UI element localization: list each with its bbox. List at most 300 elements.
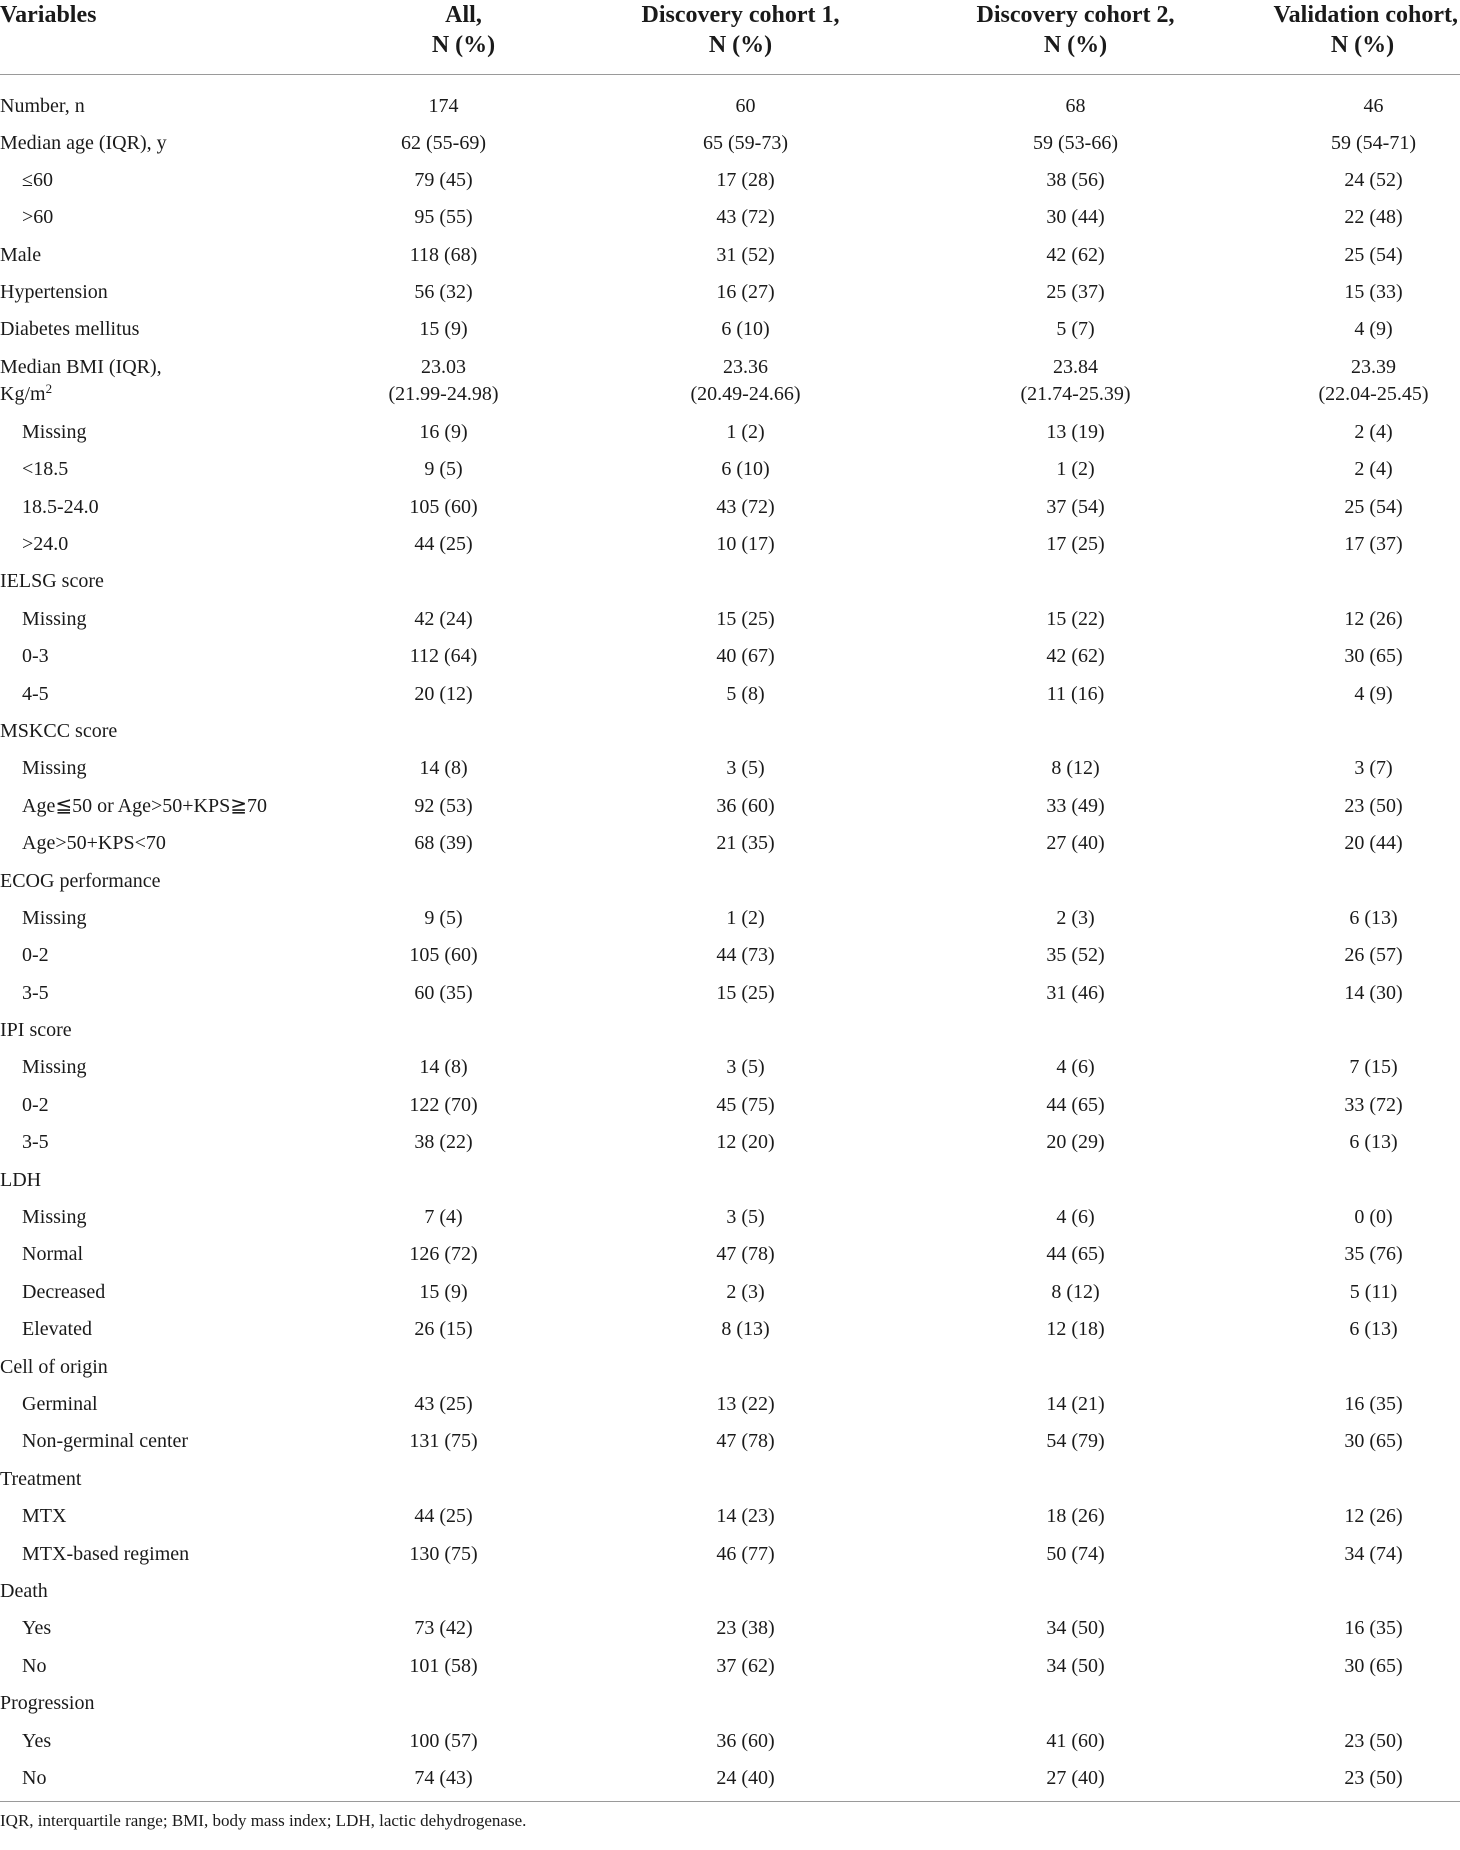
row-label-text: Yes <box>22 1617 52 1640</box>
row-label-text-line2: Kg/m <box>0 382 46 405</box>
cell-value <box>1207 1012 1460 1049</box>
cell-value-text: 24 (52) <box>1344 168 1403 191</box>
table-row <box>0 563 1460 600</box>
cell-value <box>300 451 557 488</box>
table-row <box>0 713 1460 750</box>
cell-value-text: 4 (6) <box>1056 1056 1095 1079</box>
cell-value-text: 38 (22) <box>414 1131 473 1154</box>
cell-value-text: 8 (12) <box>1051 1280 1100 1303</box>
cell-value-text: 174 <box>428 95 459 117</box>
cell-value <box>557 1685 874 1722</box>
cell-value <box>874 1236 1207 1273</box>
cell-value <box>557 676 874 713</box>
cell-value <box>300 676 557 713</box>
cell-value <box>557 863 874 900</box>
cell-value <box>557 75 874 125</box>
cell-value-text: 105 (60) <box>409 944 478 967</box>
table-row <box>0 1461 1460 1498</box>
cell-value <box>874 563 1207 600</box>
cell-value <box>1207 274 1460 311</box>
cell-value <box>874 1536 1207 1573</box>
cell-value <box>300 975 557 1012</box>
table-row <box>0 1236 1460 1273</box>
cell-value <box>557 125 874 162</box>
row-label <box>0 237 300 274</box>
row-label <box>0 601 300 638</box>
cell-value-text: 10 (17) <box>716 533 775 556</box>
cell-value <box>300 274 557 311</box>
table-row <box>0 1124 1460 1161</box>
cell-value <box>557 311 874 348</box>
cell-value <box>300 199 557 236</box>
cell-value-text: 21 (35) <box>716 832 775 855</box>
cell-value-text: 4 (9) <box>1354 682 1393 705</box>
cell-value-text: 23 (50) <box>1344 1766 1403 1789</box>
cell-value <box>874 1498 1207 1535</box>
cell-value-text: 101 (58) <box>409 1654 478 1677</box>
cell-value-text: 15 (22) <box>1046 607 1105 630</box>
row-label-text: Age>50+KPS<70 <box>22 832 166 855</box>
cell-value-text: 44 (73) <box>716 944 775 967</box>
cell-value <box>300 601 557 638</box>
cell-value <box>300 638 557 675</box>
row-label <box>0 1049 300 1086</box>
cell-value-text: 92 (53) <box>414 794 473 817</box>
cell-value <box>874 900 1207 937</box>
cell-value-text: 44 (25) <box>414 1505 473 1528</box>
cell-value-text: 8 (13) <box>721 1318 770 1341</box>
cell-value <box>1207 1349 1460 1386</box>
cell-value <box>874 1162 1207 1199</box>
table-row <box>0 825 1460 862</box>
cell-value-text: 46 <box>1363 95 1384 117</box>
cell-value-text: 37 (54) <box>1046 495 1105 518</box>
row-label <box>0 750 300 787</box>
row-label <box>0 1274 300 1311</box>
cell-value <box>874 451 1207 488</box>
cell-value <box>1207 1573 1460 1610</box>
cell-value <box>874 199 1207 236</box>
row-label <box>0 1311 300 1348</box>
cell-value-text: 30 (65) <box>1344 1654 1403 1677</box>
cell-value-text: 36 (60) <box>716 794 775 817</box>
cell-value-text: 17 (25) <box>1046 533 1105 556</box>
cell-value-text: 31 (52) <box>716 243 775 266</box>
row-label-text: Non-germinal center <box>22 1430 189 1453</box>
cell-value <box>300 414 557 451</box>
table-row <box>0 311 1460 348</box>
row-label <box>0 311 300 348</box>
cell-value-text: 14 (8) <box>419 1056 468 1079</box>
cell-value-text: 23 (50) <box>1344 1729 1403 1752</box>
cell-value <box>300 1274 557 1311</box>
cell-value <box>300 1610 557 1647</box>
cell-value <box>557 1012 874 1049</box>
table-row <box>0 451 1460 488</box>
cell-value <box>874 863 1207 900</box>
row-label <box>0 825 300 862</box>
row-label <box>0 451 300 488</box>
table-row <box>0 1573 1460 1610</box>
cell-value-text: 126 (72) <box>409 1243 478 1266</box>
row-label <box>0 1760 300 1802</box>
cell-value-text: 31 (46) <box>1046 981 1105 1004</box>
cell-value <box>300 162 557 199</box>
cell-value-text: 122 (70) <box>409 1093 478 1116</box>
row-label-text: No <box>22 1654 47 1677</box>
cell-value <box>300 1685 557 1722</box>
cell-value <box>300 863 557 900</box>
cell-value <box>1207 1049 1460 1086</box>
cell-value <box>557 788 874 825</box>
cell-value-text: 15 (9) <box>419 1280 468 1303</box>
cell-value-text: 118 (68) <box>409 243 478 266</box>
header-discovery-2-line1: Discovery cohort 2, <box>976 2 1175 28</box>
cell-value-text: 3 (5) <box>726 757 765 780</box>
cell-value <box>557 1236 874 1273</box>
row-label-text: MTX <box>22 1505 67 1528</box>
cell-value-text-line2: (21.99-24.98) <box>388 382 499 405</box>
table-footnote: IQR, interquartile range; BMI, body mass index; LDH, lactic dehydrogenase. <box>0 1811 527 1831</box>
cell-value <box>1207 638 1460 675</box>
cell-value <box>1207 1723 1460 1760</box>
row-label <box>0 1573 300 1610</box>
row-label-text: Missing <box>22 1206 87 1229</box>
cell-value-text: 62 (55-69) <box>401 131 486 154</box>
row-label <box>0 274 300 311</box>
cell-value <box>874 788 1207 825</box>
cell-value-text: 59 (53-66) <box>1033 131 1118 154</box>
row-label-text: Cell of origin <box>0 1355 108 1378</box>
cell-value <box>874 601 1207 638</box>
row-label-text: Missing <box>22 420 87 443</box>
row-label-text: Male <box>0 243 42 266</box>
header-validation <box>1207 0 1460 75</box>
table-row <box>0 1423 1460 1460</box>
cell-value-text: 17 (28) <box>716 168 775 191</box>
row-label-text: Missing <box>22 757 87 780</box>
cell-value <box>874 237 1207 274</box>
cell-value <box>557 713 874 750</box>
cell-value-text: 9 (5) <box>424 458 463 481</box>
cell-value-text: 27 (40) <box>1046 1766 1105 1789</box>
row-label-text: Missing <box>22 1056 87 1079</box>
table-row <box>0 1199 1460 1236</box>
cell-value <box>557 237 874 274</box>
cell-value-text: 35 (76) <box>1344 1243 1403 1266</box>
cell-value-text: 26 (15) <box>414 1318 473 1341</box>
cell-value-text-line2: (21.74-25.39) <box>1020 382 1131 405</box>
cell-value-text: 95 (55) <box>414 206 473 229</box>
cell-value-text: 131 (75) <box>409 1430 478 1453</box>
row-label <box>0 199 300 236</box>
cell-value <box>1207 75 1460 125</box>
cell-value <box>874 162 1207 199</box>
cell-value-text: 41 (60) <box>1046 1729 1105 1752</box>
cell-value-text: 130 (75) <box>409 1542 478 1565</box>
cell-value <box>1207 1498 1460 1535</box>
row-label-text: No <box>22 1766 47 1789</box>
cell-value-text: 54 (79) <box>1046 1430 1105 1453</box>
cell-value-text: 9 (5) <box>424 906 463 929</box>
row-label <box>0 1012 300 1049</box>
header-validation-line1: Validation cohort, <box>1273 2 1458 28</box>
row-label <box>0 75 300 125</box>
table-row <box>0 1049 1460 1086</box>
table-row <box>0 1087 1460 1124</box>
cell-value-text: 33 (72) <box>1344 1093 1403 1116</box>
table-row <box>0 1498 1460 1535</box>
cell-value-text: 5 (7) <box>1056 318 1095 341</box>
cell-value-text: 17 (37) <box>1344 533 1403 556</box>
cell-value-text: 16 (27) <box>716 281 775 304</box>
cell-value <box>300 1349 557 1386</box>
cell-value <box>300 1236 557 1273</box>
cell-value <box>874 1760 1207 1802</box>
row-label-text: MTX-based regimen <box>22 1542 190 1565</box>
row-label-text: 3-5 <box>22 981 49 1004</box>
row-label-text: Normal <box>22 1243 84 1266</box>
row-label <box>0 414 300 451</box>
row-label <box>0 1685 300 1722</box>
cell-value <box>557 489 874 526</box>
table-row <box>0 750 1460 787</box>
cell-value-text: 3 (5) <box>726 1206 765 1229</box>
cell-value-text: 47 (78) <box>716 1243 775 1266</box>
row-label <box>0 563 300 600</box>
table-row <box>0 125 1460 162</box>
row-label-text: Decreased <box>22 1280 106 1303</box>
cell-value-text: 14 (30) <box>1344 981 1403 1004</box>
table-row <box>0 937 1460 974</box>
row-label-text: 0-2 <box>22 1093 49 1116</box>
cell-value <box>1207 900 1460 937</box>
cell-value-text: 23.36 <box>723 355 768 378</box>
cell-value <box>557 1311 874 1348</box>
header-all-line2: N (%) <box>431 32 496 58</box>
cell-value <box>1207 975 1460 1012</box>
cell-value-text: 34 (50) <box>1046 1654 1105 1677</box>
cell-value <box>300 1049 557 1086</box>
cell-value <box>874 1461 1207 1498</box>
row-label <box>0 489 300 526</box>
row-label-text: IELSG score <box>0 570 104 593</box>
table-row <box>0 1349 1460 1386</box>
cell-value-text: 56 (32) <box>414 281 473 304</box>
row-label-text: >24.0 <box>22 533 69 556</box>
cell-value-text: 13 (22) <box>716 1393 775 1415</box>
cell-value <box>300 1760 557 1802</box>
cell-value-text: 65 (59-73) <box>703 131 788 154</box>
cell-value <box>300 563 557 600</box>
header-discovery-1-line1: Discovery cohort 1, <box>641 2 840 28</box>
cell-value <box>300 1311 557 1348</box>
cell-value-text: 79 (45) <box>414 168 473 191</box>
cell-value-text: 74 (43) <box>414 1766 473 1789</box>
header-discovery-1-line2: N (%) <box>708 32 773 58</box>
cell-value-text: 60 <box>735 95 756 117</box>
table-row <box>0 1162 1460 1199</box>
cell-value <box>874 1349 1207 1386</box>
table-row <box>0 1274 1460 1311</box>
cell-value <box>1207 1162 1460 1199</box>
table-row <box>0 1610 1460 1647</box>
row-label <box>0 162 300 199</box>
table-row <box>0 274 1460 311</box>
cell-value <box>557 1573 874 1610</box>
cell-value-text: 44 (25) <box>414 533 473 556</box>
table-row <box>0 1648 1460 1685</box>
cell-value <box>300 1536 557 1573</box>
cell-value <box>1207 713 1460 750</box>
cell-value-text: 25 (37) <box>1046 281 1105 304</box>
cell-value <box>1207 750 1460 787</box>
row-label-text: 4-5 <box>22 682 49 705</box>
cell-value <box>557 349 874 414</box>
table-row <box>0 349 1460 414</box>
table-row <box>0 1685 1460 1722</box>
row-label <box>0 1723 300 1760</box>
cell-value <box>557 1610 874 1647</box>
cell-value <box>874 414 1207 451</box>
row-label <box>0 526 300 563</box>
cell-value <box>557 1461 874 1498</box>
row-label <box>0 937 300 974</box>
cell-value <box>874 825 1207 862</box>
cell-value-text: 68 <box>1065 95 1086 117</box>
cell-value <box>300 526 557 563</box>
cell-value <box>557 274 874 311</box>
table-row <box>0 75 1460 125</box>
cell-value <box>874 1723 1207 1760</box>
cell-value-text: 2 (3) <box>726 1280 765 1303</box>
row-label <box>0 1498 300 1535</box>
row-label <box>0 1124 300 1161</box>
cell-value <box>557 1723 874 1760</box>
cell-value-text: 73 (42) <box>414 1617 473 1640</box>
row-label-text: 3-5 <box>22 1131 49 1154</box>
cell-value-text: 6 (13) <box>1349 1318 1398 1341</box>
cell-value-text: 30 (65) <box>1344 1430 1403 1453</box>
cell-value-text: 50 (74) <box>1046 1542 1105 1565</box>
cell-value <box>874 274 1207 311</box>
cell-value <box>1207 825 1460 862</box>
cell-value <box>874 1049 1207 1086</box>
cell-value <box>874 1423 1207 1460</box>
row-label <box>0 638 300 675</box>
row-label <box>0 863 300 900</box>
cell-value <box>300 237 557 274</box>
cell-value-text: 2 (4) <box>1354 420 1393 443</box>
cell-value <box>300 1423 557 1460</box>
cell-value <box>1207 451 1460 488</box>
cell-value <box>874 638 1207 675</box>
table-row <box>0 1536 1460 1573</box>
cell-value <box>557 1087 874 1124</box>
cell-value-text: 25 (54) <box>1344 243 1403 266</box>
cell-value-text: 23 (50) <box>1344 794 1403 817</box>
cell-value <box>557 563 874 600</box>
row-label-text: Germinal <box>22 1393 98 1415</box>
row-label <box>0 713 300 750</box>
cell-value <box>1207 526 1460 563</box>
cell-value-text: 20 (44) <box>1344 832 1403 855</box>
header-discovery-2 <box>874 0 1207 75</box>
cell-value-text: 37 (62) <box>716 1654 775 1677</box>
cell-value-text: 4 (9) <box>1354 318 1393 341</box>
row-label-text: LDH <box>0 1168 42 1191</box>
row-label <box>0 676 300 713</box>
cell-value-text: 25 (54) <box>1344 495 1403 518</box>
cell-value <box>557 1124 874 1161</box>
cell-value-text: 26 (57) <box>1344 944 1403 967</box>
cell-value-text: 16 (35) <box>1344 1393 1403 1415</box>
cell-value <box>1207 162 1460 199</box>
cell-value <box>557 975 874 1012</box>
cell-value-text: 33 (49) <box>1046 794 1105 817</box>
cell-value <box>300 900 557 937</box>
cell-value <box>300 1162 557 1199</box>
row-label <box>0 1386 300 1423</box>
cell-value <box>557 414 874 451</box>
row-label <box>0 900 300 937</box>
table-row <box>0 676 1460 713</box>
header-all <box>300 0 557 75</box>
row-label-text: IPI score <box>0 1019 72 1042</box>
cell-value-text: 22 (48) <box>1344 206 1403 229</box>
table-row <box>0 1723 1460 1760</box>
cell-value-text: 34 (74) <box>1344 1542 1403 1565</box>
cell-value-text: 40 (67) <box>716 645 775 668</box>
cell-value-text: 14 (21) <box>1046 1393 1105 1415</box>
cell-value-text: 15 (33) <box>1344 281 1403 304</box>
cell-value <box>557 900 874 937</box>
cell-value <box>1207 1648 1460 1685</box>
cell-value <box>557 825 874 862</box>
cell-value <box>300 1199 557 1236</box>
cell-value-text: 6 (13) <box>1349 906 1398 929</box>
cell-value <box>1207 1610 1460 1647</box>
cell-value-text: 20 (12) <box>414 682 473 705</box>
row-label <box>0 1199 300 1236</box>
cell-value <box>874 75 1207 125</box>
cell-value <box>300 1498 557 1535</box>
cell-value <box>1207 1274 1460 1311</box>
row-label-text: Median age (IQR), y <box>0 131 167 154</box>
cell-value-text: 15 (9) <box>419 318 468 341</box>
cell-value <box>557 1536 874 1573</box>
table-row <box>0 526 1460 563</box>
cell-value <box>874 489 1207 526</box>
cell-value-text: 0 (0) <box>1354 1206 1393 1229</box>
header-validation-line2: N (%) <box>1330 32 1395 58</box>
cell-value <box>874 676 1207 713</box>
table-row <box>0 900 1460 937</box>
cell-value <box>874 1648 1207 1685</box>
cell-value-text: 44 (65) <box>1046 1243 1105 1266</box>
cell-value-text: 30 (65) <box>1344 645 1403 668</box>
cell-value-text: 27 (40) <box>1046 832 1105 855</box>
row-label-superscript: 2 <box>45 380 53 396</box>
table-row <box>0 863 1460 900</box>
cell-value <box>1207 1311 1460 1348</box>
cell-value <box>874 311 1207 348</box>
cell-value <box>874 1012 1207 1049</box>
cell-value-text: 23.84 <box>1053 355 1098 378</box>
cell-value <box>557 199 874 236</box>
cell-value <box>1207 125 1460 162</box>
cell-value-text: 23.39 <box>1351 355 1396 378</box>
